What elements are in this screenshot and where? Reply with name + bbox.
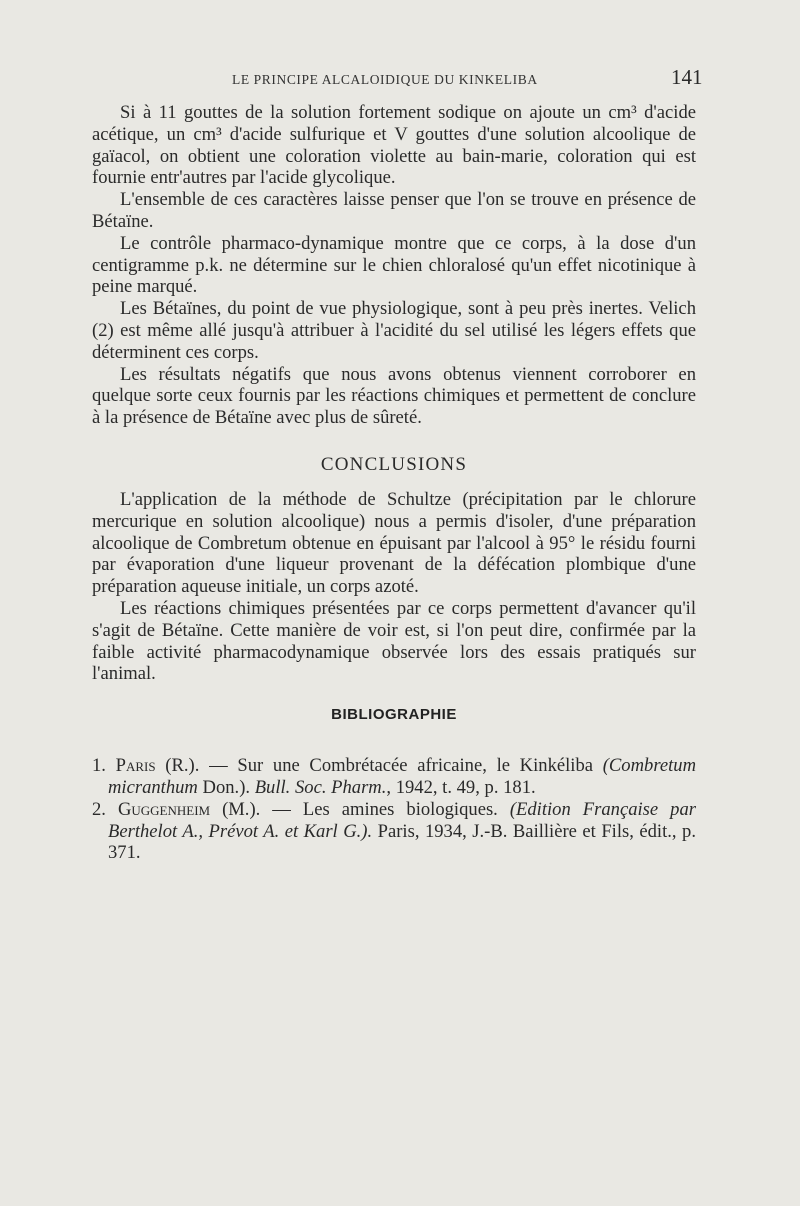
reference-dash: —: [260, 799, 303, 820]
reference-item: [92, 799, 696, 864]
paragraph: L'application de la méthode de Schultze (précipitation par le chlorure mercurique en solution alcoolique) nous a permis d'isoler, d'une préparation alcoolique de Combretum obtenue en épuisant par l'alcool à 95° le résidu fourni par évaporation d'une liqueur provenant de la défécation plombique d'une préparation aqueuse initiale, un corps azoté.: [92, 489, 696, 598]
reference-list: [92, 755, 696, 865]
running-head: LE PRINCIPE ALCALOIDIQUE DU KINKELIBA: [232, 72, 538, 87]
page-number: 141: [671, 65, 703, 89]
reference-text: Les amines biologiques.: [302, 799, 510, 820]
reference-item: [92, 755, 696, 798]
reference-text: Paris, 1934, J.-B. Baillière et Fils, édit., p. 371.: [108, 820, 696, 863]
paragraph: Les Bétaïnes, du point de vue physiologique, sont à peu près inertes. Velich (2) est même allé jusqu'à attribuer à l'acidité du sel utilisé les légers effets que déterminent ces corps.: [92, 298, 696, 363]
reference-number: 1.: [92, 755, 106, 776]
conclusions-text: [92, 489, 696, 685]
reference-author: Paris (R.).: [115, 755, 200, 776]
reference-italic: (Combretum micranthum: [108, 755, 697, 798]
reference-journal: Bull. Soc. Pharm.: [254, 776, 387, 798]
paragraph: L'ensemble de ces caractères laisse penser que l'on se trouve en présence de Bétaïne.: [92, 189, 696, 232]
reference-text: , 1942, t. 49, p. 181.: [386, 776, 536, 798]
reference-author: Guggenheim (M.).: [117, 799, 261, 820]
body-text: [92, 102, 696, 429]
reference-dash: —: [199, 755, 238, 776]
reference-italic: (Edition Française par Berthelot A., Prévot A. et Karl G.).: [108, 799, 696, 842]
reference-text: Sur une Combrétacée africaine, le Kinkéliba: [237, 755, 603, 776]
paragraph: Le contrôle pharmaco-dynamique montre que ce corps, à la dose d'un centigramme p.k. ne détermine sur le chien chloralosé qu'un effet nicotinique à peine marqué.: [92, 232, 696, 298]
paragraph: Si à 11 gouttes de la solution fortement sodique on ajoute un cm³ d'acide acétique, un cm³ d'acide sulfurique et V gouttes d'une solution alcoolique de gaïacol, on obtient une coloration violette au bain-marie, coloration qui est fournie entr'autres par l'acide glycolique.: [92, 102, 696, 189]
reference-text: Don.).: [197, 776, 255, 798]
section-heading-conclusions: CONCLUSIONS: [320, 454, 468, 475]
paragraph: Les réactions chimiques présentées par ce corps permettent d'avancer qu'il s'agit de Bétaïne. Cette manière de voir est, si l'on peut dire, confirmée par la faible activité pharmacodynamique observée lors des essais pratiqués sur l'animal.: [92, 597, 696, 685]
paragraph: Les résultats négatifs que nous avons obtenus viennent corroborer en quelque sorte ceux fournis par les réactions chimiques et permettent de conclure à la présence de Bétaïne avec plus de sûreté.: [92, 363, 696, 429]
section-heading-bibliography: BIBLIOGRAPHIE: [331, 706, 457, 723]
reference-number: 2.: [92, 799, 106, 820]
